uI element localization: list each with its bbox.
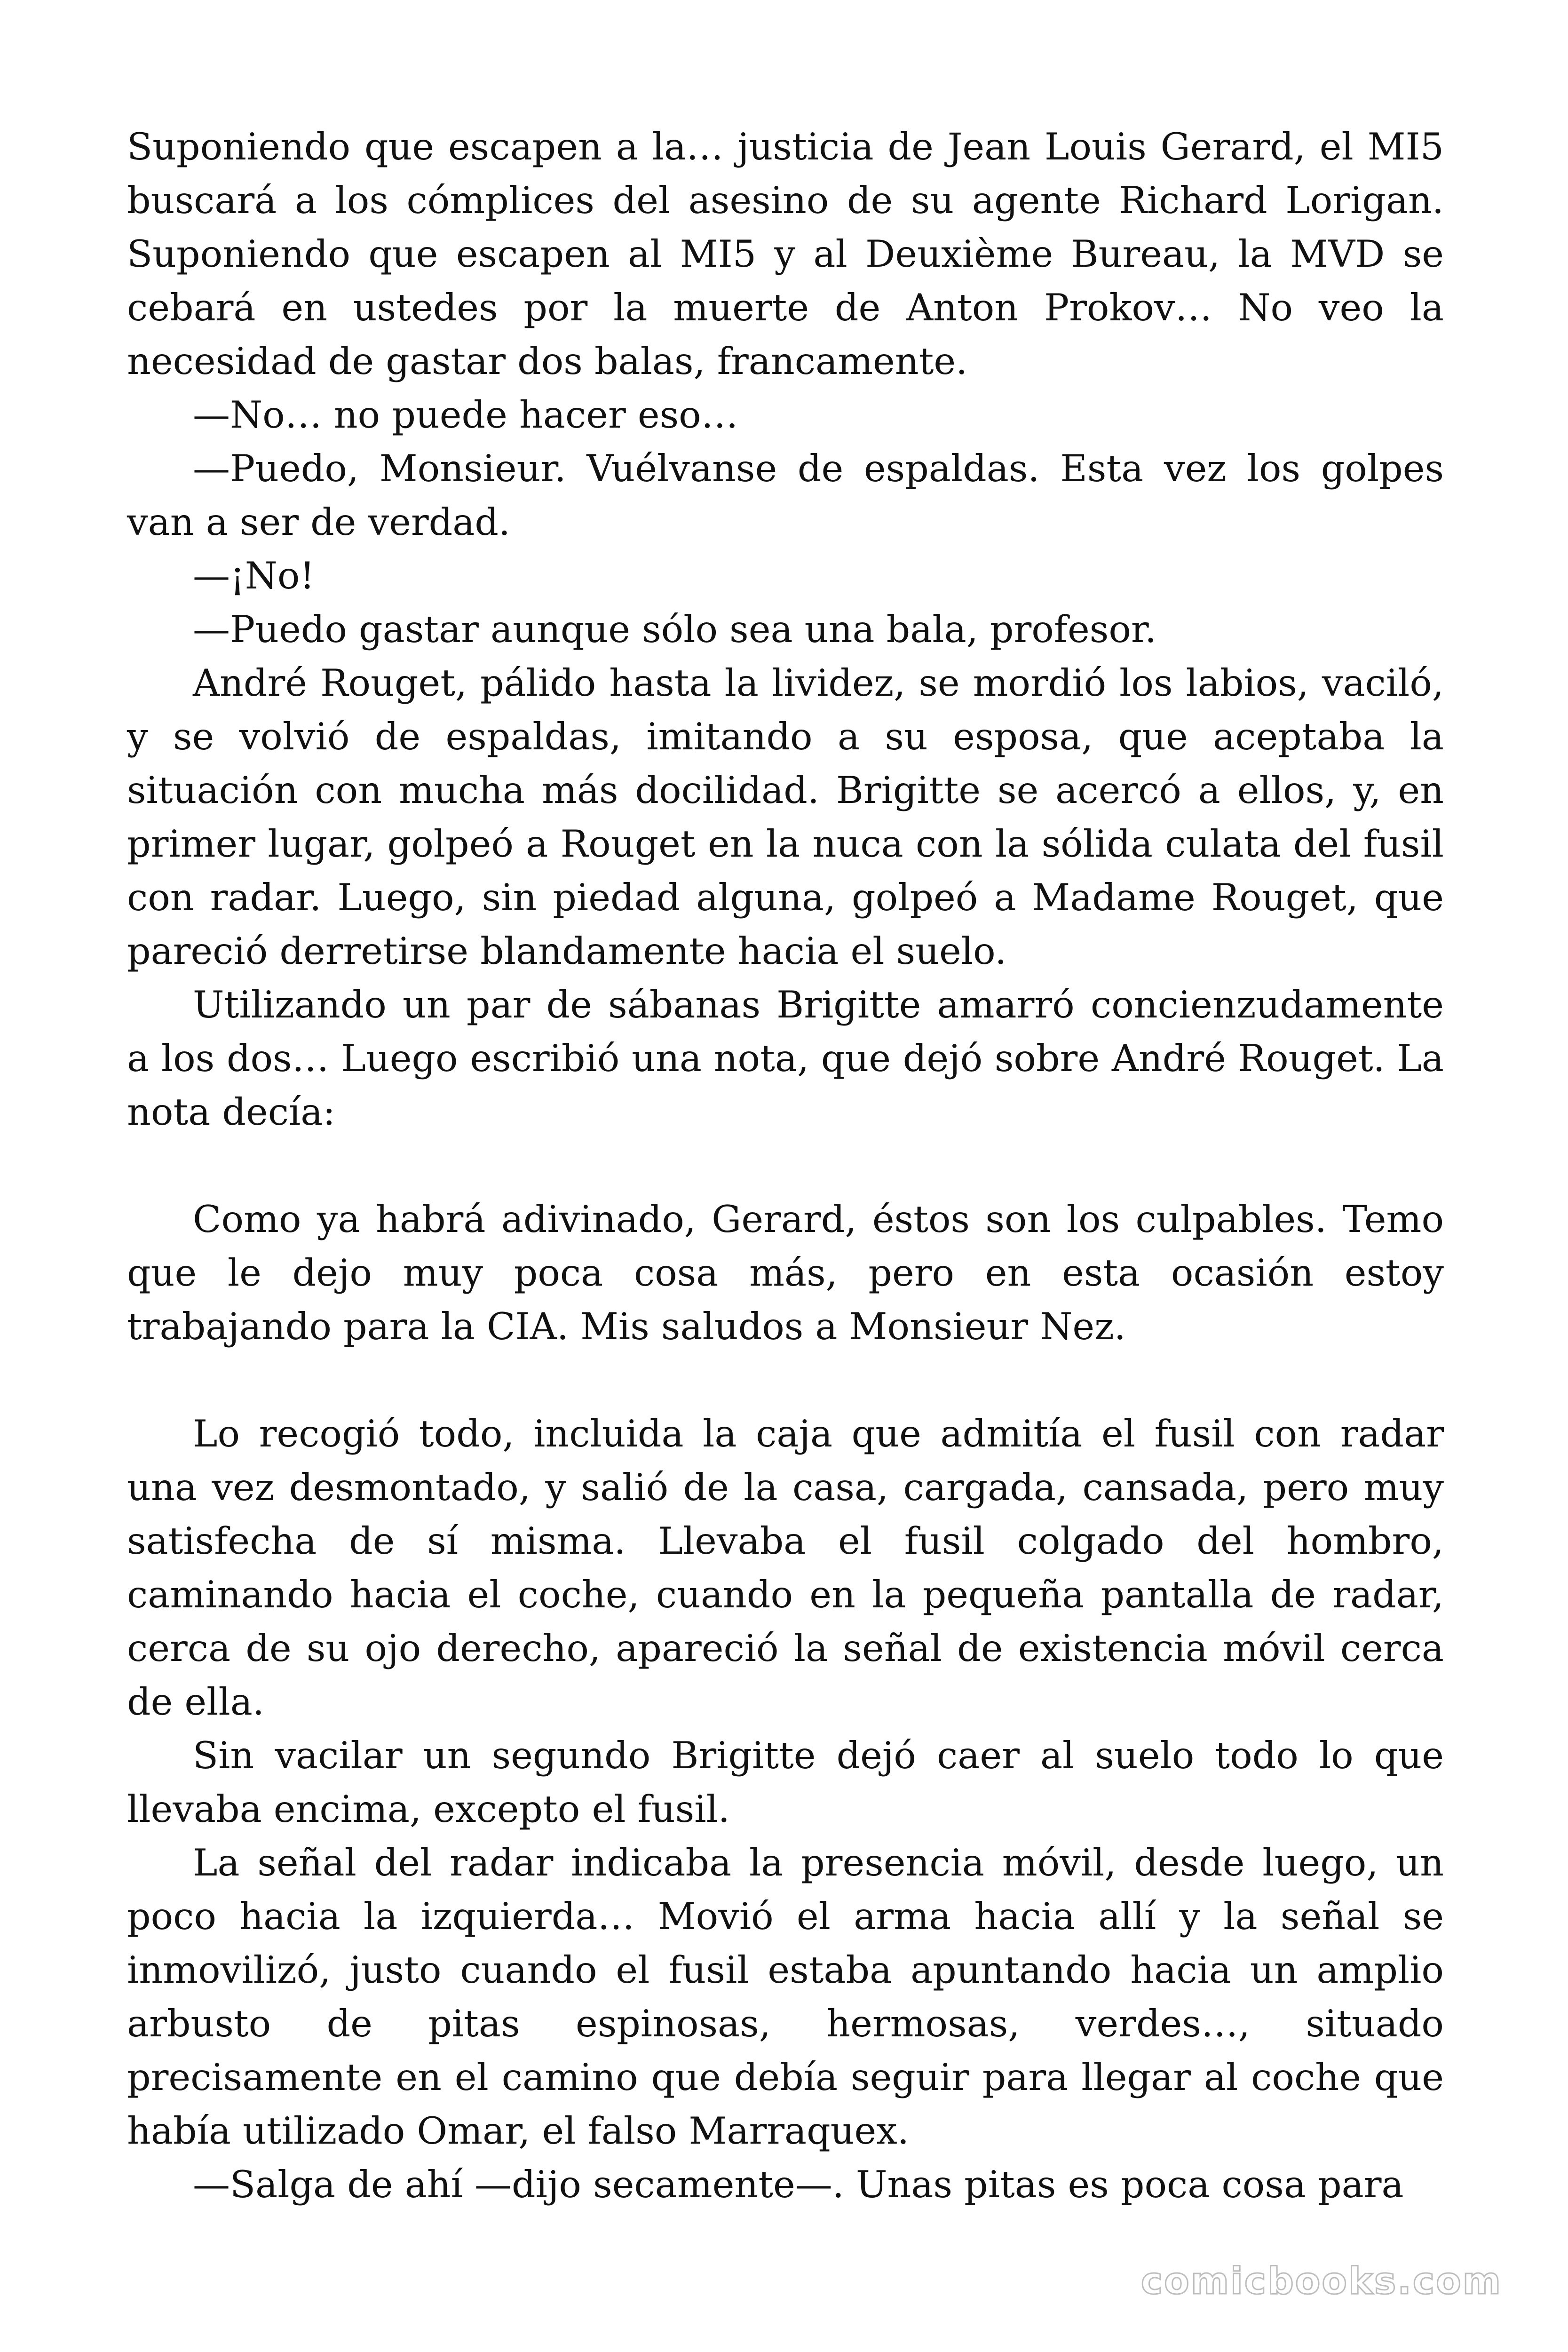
paragraph: Lo recogió todo, incluida la caja que admitía el fusil con radar una vez desmontado, y salió de la casa, cargada, cansada, pero muy satisfecha de sí misma. Llevaba el fusil colgado del hombro, caminando hacia el coche, cuando en la pequeña pantalla de radar, cerca de su ojo derecho, apareció la señal de existencia móvil cerca de ella. (127, 1412, 1444, 1724)
page-body (127, 120, 1444, 2211)
watermark: comicbooks.com (1140, 2260, 1502, 2303)
dialogue-line: —¡No! (193, 554, 315, 597)
paragraph: Utilizando un par de sábanas Brigitte amarró concienzudamente a los dos… Luego escribió una nota, que dejó sobre André Rouget. La nota decía: (127, 983, 1444, 1134)
paragraph: Suponiendo que escapen a la… justicia de Jean Louis Gerard, el MI5 buscará a los cómplices del asesino de su agente Richard Lorigan. Suponiendo que escapen al MI5 y al Deuxième Bureau, la MVD se cebará en ustedes por la muerte de Anton Prokov… No veo la necesidad de gastar dos balas, francamente. (127, 125, 1444, 383)
dialogue-line: —Puedo, Monsieur. Vuélvanse de espaldas. Esta vez los golpes van a ser de verdad. (127, 447, 1444, 544)
paragraph: La señal del radar indicaba la presencia móvil, desde luego, un poco hacia la izquierda… Movió el arma hacia allí y la señal se inmovilizó, justo cuando el fusil estaba apuntando hacia un amplio arbusto de pitas espinosas, hermosas, verdes…, situado precisamente en el camino que debía seguir para llegar al coche que había utilizado Omar, el falso Marraquex. (127, 1841, 1444, 2153)
dialogue-line: —No… no puede hacer eso… (193, 393, 738, 437)
note-paragraph: Como ya habrá adivinado, Gerard, éstos son los culpables. Temo que le dejo muy poca cosa más, pero en esta ocasión estoy trabajando para la CIA. Mis saludos a Monsieur Nez. (127, 1198, 1444, 1348)
dialogue-line: —Puedo gastar aunque sólo sea una bala, profesor. (193, 608, 1157, 651)
paragraph: André Rouget, pálido hasta la lividez, se mordió los labios, vaciló, y se volvió de espaldas, imitando a su esposa, que aceptaba la situación con mucha más docilidad. Brigitte se acercó a ellos, y, en primer lugar, golpeó a Rouget en la nuca con la sólida culata del fusil con radar. Luego, sin piedad alguna, golpeó a Madame Rouget, que pareció derretirse blandamente hacia el suelo. (127, 661, 1444, 973)
dialogue-line: —Salga de ahí —dijo secamente—. Unas pitas es poca cosa para (193, 2163, 1404, 2206)
paragraph: Sin vacilar un segundo Brigitte dejó caer al suelo todo lo que llevaba encima, excepto el fusil. (127, 1734, 1444, 1831)
